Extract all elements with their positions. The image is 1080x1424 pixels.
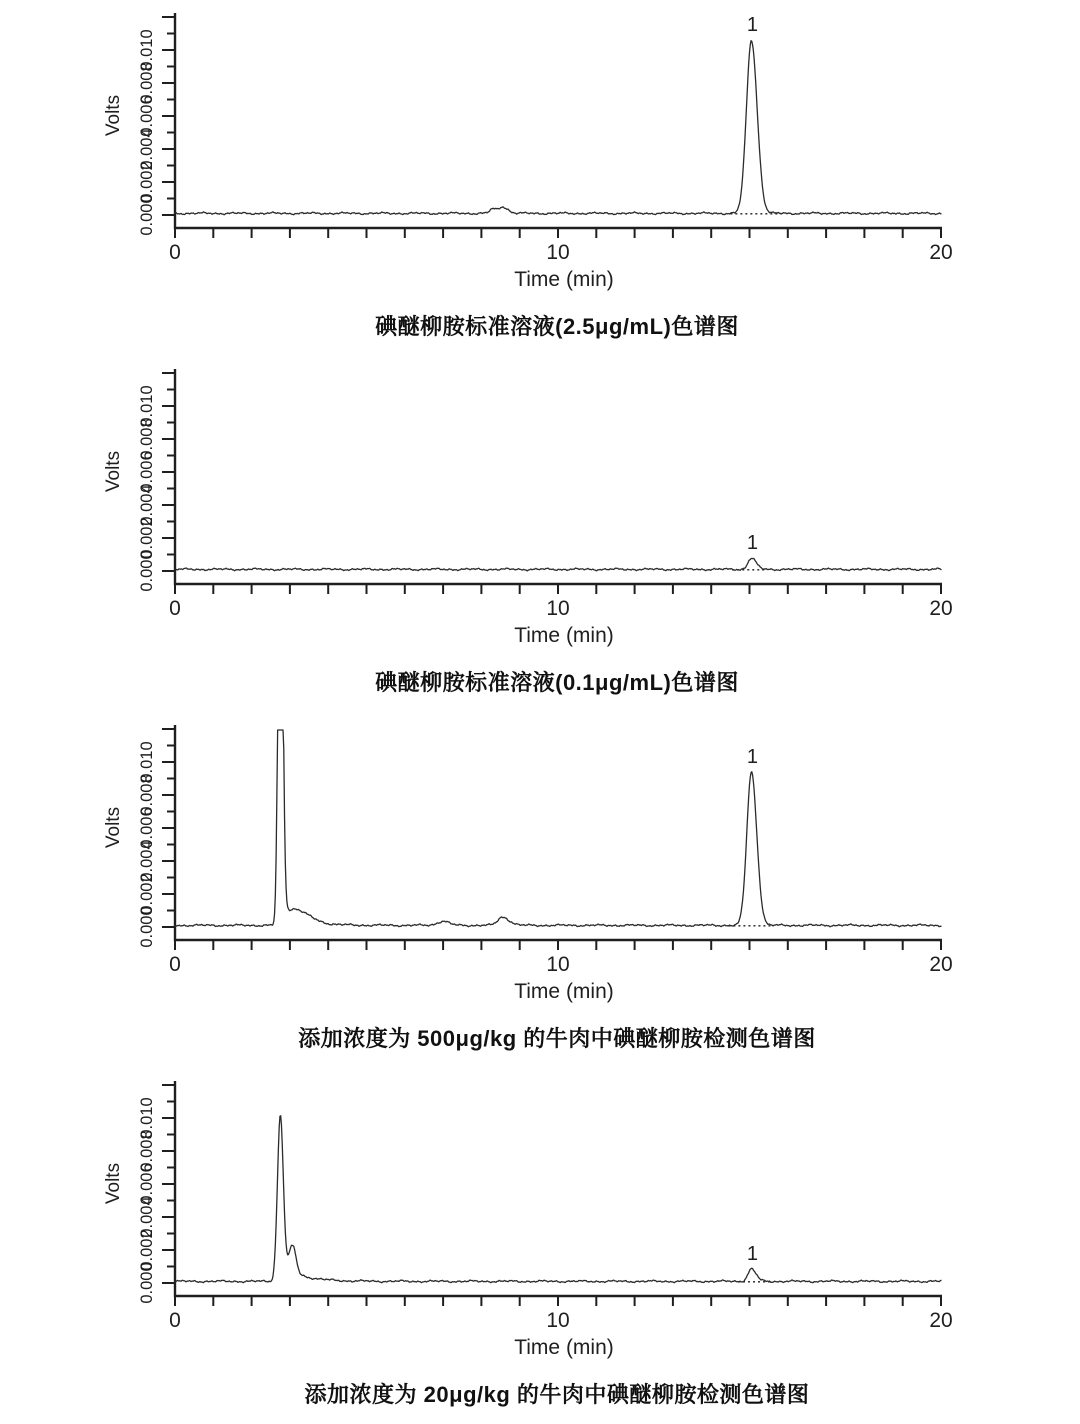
x-axis-title: Time (min) bbox=[514, 268, 614, 291]
chart-caption-1: 碘醚柳胺标准溶液(2.5μg/mL)色谱图 bbox=[375, 314, 739, 339]
y-tick-label: 0.006 bbox=[138, 807, 156, 849]
x-tick-label: 20 bbox=[929, 241, 953, 264]
y-tick-label: 0.004 bbox=[138, 840, 156, 882]
peak-label: 1 bbox=[746, 1242, 758, 1265]
y-tick-label: 0.000 bbox=[138, 906, 156, 948]
y-tick-label: 0.006 bbox=[138, 1163, 156, 1205]
x-tick-label: 0 bbox=[169, 597, 181, 620]
x-tick-label: 20 bbox=[929, 953, 953, 976]
x-tick-label: 0 bbox=[169, 241, 181, 264]
y-axis-title: Volts bbox=[103, 1162, 124, 1205]
y-tick-label: 0.010 bbox=[138, 29, 156, 71]
chromatogram-plot-spike-500 bbox=[0, 712, 1080, 1014]
signal-trace bbox=[175, 1116, 941, 1283]
x-axis-title: Time (min) bbox=[514, 1336, 614, 1359]
y-axis-title: Volts bbox=[103, 450, 124, 493]
chromatogram-plot-std-2.5 bbox=[0, 0, 1080, 302]
x-tick-label: 10 bbox=[546, 1309, 570, 1332]
y-axis-title: Volts bbox=[103, 806, 124, 849]
x-axis-title: Time (min) bbox=[514, 980, 614, 1003]
x-tick-label: 20 bbox=[929, 597, 953, 620]
y-tick-label: 0.000 bbox=[138, 550, 156, 592]
peak-label: 1 bbox=[746, 14, 758, 37]
y-tick-label: 0.004 bbox=[138, 1196, 156, 1238]
y-tick-label: 0.008 bbox=[138, 774, 156, 816]
y-tick-label: 0.008 bbox=[138, 1130, 156, 1172]
x-axis-title: Time (min) bbox=[514, 624, 614, 647]
y-tick-label: 0.010 bbox=[138, 385, 156, 427]
y-tick-label: 0.006 bbox=[138, 95, 156, 137]
chart-caption-3: 添加浓度为 500μg/kg 的牛肉中碘醚柳胺检测色谱图 bbox=[298, 1026, 816, 1051]
y-tick-label: 0.006 bbox=[138, 451, 156, 493]
x-tick-label: 10 bbox=[546, 241, 570, 264]
y-tick-label: 0.004 bbox=[138, 128, 156, 170]
peak-label: 1 bbox=[746, 745, 758, 768]
signal-trace bbox=[175, 730, 941, 927]
chromatogram-block-2 bbox=[0, 356, 1080, 712]
signal-trace bbox=[175, 41, 941, 215]
chart-caption-4: 添加浓度为 20μg/kg 的牛肉中碘醚柳胺检测色谱图 bbox=[304, 1382, 810, 1407]
x-tick-label: 20 bbox=[929, 1309, 953, 1332]
y-axis-title: Volts bbox=[103, 94, 124, 137]
y-tick-label: 0.002 bbox=[138, 517, 156, 559]
chart-caption-2: 碘醚柳胺标准溶液(0.1μg/mL)色谱图 bbox=[375, 670, 739, 695]
y-tick-label: 0.008 bbox=[138, 418, 156, 460]
y-tick-label: 0.000 bbox=[138, 194, 156, 236]
x-tick-label: 0 bbox=[169, 1309, 181, 1332]
chromatogram-plot-std-0.1 bbox=[0, 356, 1080, 658]
chromatogram-block-3 bbox=[0, 712, 1080, 1068]
y-tick-label: 0.000 bbox=[138, 1262, 156, 1304]
chromatogram-block-4 bbox=[0, 1068, 1080, 1424]
y-tick-label: 0.010 bbox=[138, 741, 156, 783]
chromatogram-block-1 bbox=[0, 0, 1080, 356]
signal-trace bbox=[175, 558, 941, 570]
y-tick-label: 0.008 bbox=[138, 62, 156, 104]
y-tick-label: 0.002 bbox=[138, 161, 156, 203]
x-tick-label: 0 bbox=[169, 953, 181, 976]
y-tick-label: 0.010 bbox=[138, 1097, 156, 1139]
peak-label: 1 bbox=[746, 532, 758, 555]
y-tick-label: 0.002 bbox=[138, 1229, 156, 1271]
chromatogram-plot-spike-20 bbox=[0, 1068, 1080, 1370]
y-tick-label: 0.004 bbox=[138, 484, 156, 526]
x-tick-label: 10 bbox=[546, 953, 570, 976]
x-tick-label: 10 bbox=[546, 597, 570, 620]
y-tick-label: 0.002 bbox=[138, 873, 156, 915]
